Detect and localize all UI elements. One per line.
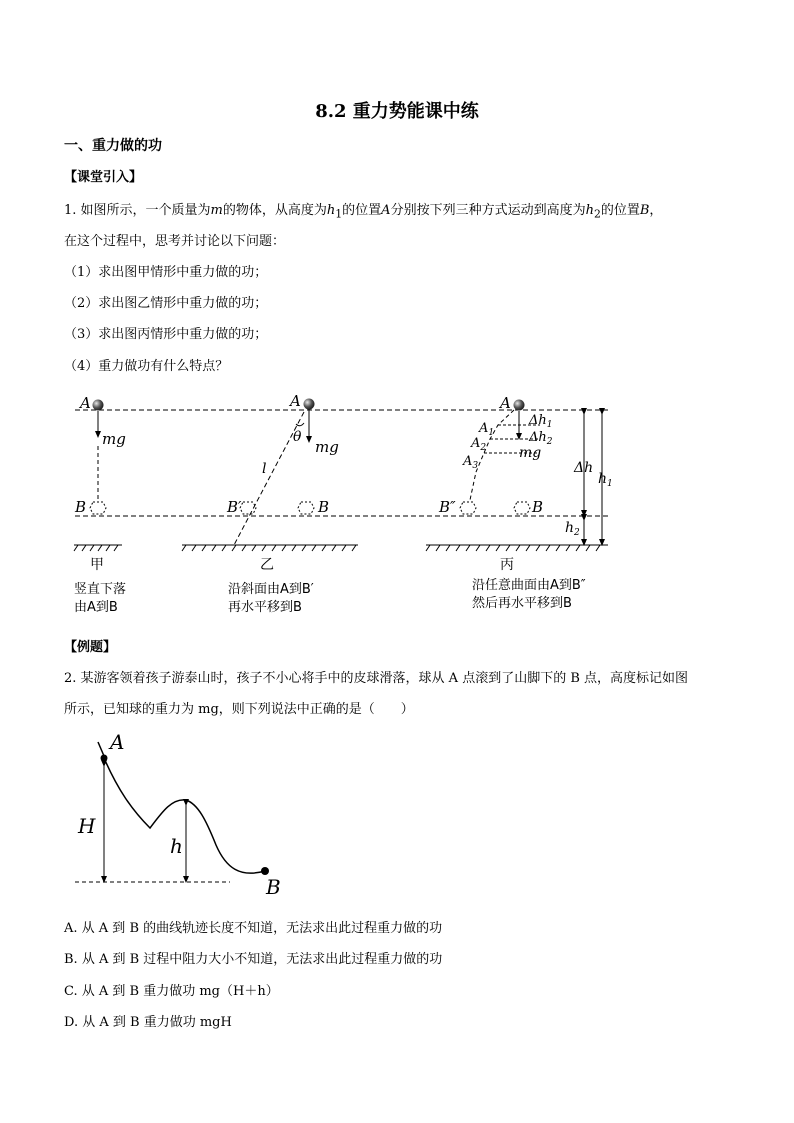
q1-sub1: （1）求出图甲情形中重力做的功； (64, 265, 268, 280)
label-jia: 甲 (90, 557, 104, 573)
caption-jia-1: 竖直下落 (74, 582, 127, 597)
q1-sub4: （4）重力做功有什么特点？ (64, 359, 229, 374)
label-A: A (80, 394, 91, 412)
label-h1: $h_1$ (598, 471, 613, 489)
q1-var-h1: h (326, 203, 336, 218)
label-Bdoubleprime: B″ (439, 498, 456, 516)
angle-arc (296, 423, 304, 426)
q2-line1: 2. 某游客领着孩子游泰山时，孩子不小心将手中的皮球滑落，球从 A 点滚到了山脚下的 B 点，高度标记如图 (64, 671, 689, 686)
q1-text: ， (649, 203, 663, 218)
label-mg: mg (102, 430, 126, 448)
q1-sub: 1 (335, 207, 343, 221)
label-bing: 丙 (500, 557, 514, 573)
label-A2: $A_2$ (471, 436, 487, 453)
q1-text: 的物体，从高度为 (222, 203, 327, 218)
section-heading: 一、重力做的功 (64, 138, 162, 154)
label-A3: $A_3$ (463, 454, 479, 471)
ground-bing (426, 545, 608, 551)
label-yi: 乙 (260, 557, 274, 573)
label-B: B (532, 498, 544, 516)
q1-text: 1. 如图所示，一个质量为 (64, 203, 211, 218)
label-theta: θ (293, 429, 302, 445)
option-A[interactable]: A. 从 A 到 B 的曲线轨迹长度不知道，无法求出此过程重力做的功 (64, 921, 443, 936)
mountain-figure (60, 725, 300, 900)
point-B-icon (261, 867, 269, 875)
intro-tag: 【课堂引入】 (64, 170, 143, 185)
q1-text: 的位置 (342, 203, 382, 218)
label-A: A (290, 392, 301, 410)
label-h: h (170, 834, 183, 858)
label-B: B (266, 875, 281, 899)
label-dh2: $\Delta h_2$ (529, 430, 553, 447)
mountain-curve (104, 758, 265, 873)
label-dh1: $\Delta h_1$ (529, 413, 553, 430)
curve-path (470, 410, 514, 500)
ghost-ball-icon (298, 502, 314, 514)
label-A1: $A_1$ (479, 421, 495, 438)
ball-icon (514, 400, 525, 411)
caption-bing-1: 沿任意曲面由A到B″ (472, 578, 586, 593)
ghost-ball-icon (90, 502, 106, 514)
q1-var-A: A (381, 203, 391, 218)
label-B: B (75, 498, 87, 516)
point-A-icon (101, 755, 108, 762)
label-H: H (78, 814, 96, 838)
caption-bing-2: 然后再水平移到B (472, 596, 572, 611)
ground-jia (74, 545, 122, 551)
q1-sub2: （2）求出图乙情形中重力做的功； (64, 296, 268, 311)
ground-yi (182, 545, 358, 551)
label-l: l (262, 461, 267, 477)
label-A: A (500, 394, 511, 412)
ghost-ball-icon (460, 502, 476, 514)
option-C[interactable]: C. 从 A 到 B 重力做功 mg（H＋h） (64, 984, 279, 999)
caption-jia-2: 由A到B (74, 600, 118, 615)
q1-var-m: m (210, 203, 223, 218)
label-mg: mg (519, 445, 542, 461)
label-h2: $h_2$ (565, 520, 580, 538)
option-B[interactable]: B. 从 A 到 B 过程中阻力大小不知道，无法求出此过程重力做的功 (64, 952, 443, 967)
q1-text: 分别按下列三种方式运动到高度为 (390, 203, 586, 218)
q1-line1 (64, 199, 662, 221)
label-A: A (110, 730, 125, 754)
caption-yi-2: 再水平移到B (228, 600, 302, 615)
label-Bprime: B′ (227, 498, 242, 516)
ball-icon (93, 400, 104, 411)
page-title: 8.2 重力势能课中练 (315, 101, 479, 122)
q1-line2: 在这个过程中，思考并讨论以下问题： (64, 234, 286, 249)
q1-sub: 2 (593, 207, 601, 221)
gravity-work-figure (0, 385, 794, 620)
ghost-ball-icon (514, 502, 530, 514)
example-tag: 【例题】 (64, 640, 117, 655)
slope-tip (98, 742, 104, 756)
ball-icon (304, 399, 315, 410)
q1-var-B: B (639, 203, 650, 218)
q1-sub3: （3）求出图丙情形中重力做的功； (64, 327, 268, 342)
label-B: B (318, 498, 330, 516)
label-mg: mg (315, 438, 339, 456)
option-D[interactable]: D. 从 A 到 B 重力做功 mgH (64, 1015, 232, 1030)
q2-line2: 所示，已知球的重力为 mg，则下列说法中正确的是（ ） (64, 702, 414, 717)
label-dh: Δh (574, 460, 594, 476)
q1-var-h2: h (585, 203, 594, 218)
caption-yi-1: 沿斜面由A到B′ (228, 582, 314, 597)
q1-text: 的位置 (600, 203, 640, 218)
